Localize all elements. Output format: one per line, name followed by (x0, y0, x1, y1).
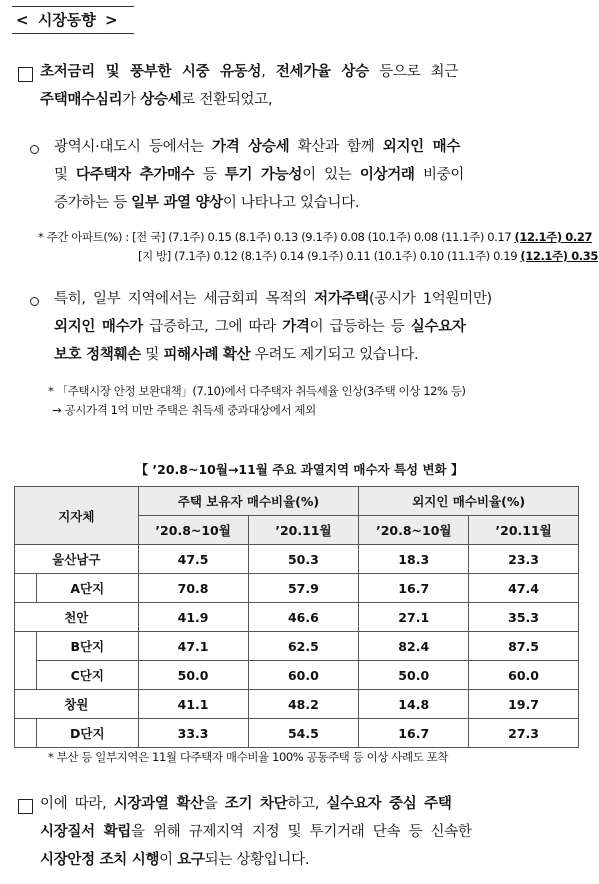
emphasis-text: 일부 과열 양상 (131, 195, 223, 211)
table-cell: 62.5 (248, 632, 359, 661)
indent-spacer (15, 719, 37, 748)
region-name: D단지 (36, 719, 138, 748)
table-cell: 50.0 (138, 661, 248, 690)
table-cell: 47.5 (138, 545, 248, 574)
table-row (15, 632, 579, 661)
weekly-row2-last: (12.1주) 0.35 (520, 249, 598, 263)
body-text: 가 (122, 92, 141, 108)
region-name: 천안 (15, 603, 139, 632)
heading-title: 시장동향 (37, 11, 96, 29)
table-cell: 60.0 (469, 661, 579, 690)
region-name: 울산남구 (15, 545, 139, 574)
weekly-row1-values: (7.1주) 0.15 (8.1주) 0.13 (9.1주) 0.08 (10.1주) 0.08 (11.1주) 0.17 (168, 230, 512, 244)
region-name: A단지 (36, 574, 138, 603)
emphasis-text: 시장과열 확산 (113, 796, 204, 812)
emphasis-text: 상승세 (140, 92, 182, 108)
region-name: B단지 (36, 632, 138, 661)
table-caption: 【 ’20.8~10월→11월 주요 과열지역 매수자 특성 변화 】 (135, 462, 464, 477)
emphasis-text: 초저금리 및 풍부한 시중 유동성 (40, 64, 262, 80)
indent-spacer (15, 574, 37, 603)
sub-header: ’20.11월 (469, 516, 579, 545)
paragraph-2 (54, 133, 592, 217)
table-cell: 35.3 (469, 603, 579, 632)
body-text: 광역시·대도시 등에서는 (54, 139, 212, 155)
table-cell: 23.3 (469, 545, 579, 574)
emphasis-text: 다주택자 추가매수 (76, 167, 195, 183)
emphasis-text: 조기 차단 (224, 796, 288, 812)
paragraph-3-line-1 (54, 285, 592, 313)
table-cell: 54.5 (248, 719, 359, 748)
table-row (15, 574, 579, 603)
body-text: (공시가 1억원미만) (369, 291, 492, 307)
tax-note-line-1: * 「주택시장 안정 보완대책」(7.10)에서 다주택자 취득세율 인상(3주택 이상 12% 등) (48, 384, 466, 398)
weekly-row2-name: [지 방] (138, 249, 171, 263)
table-cell: 41.9 (138, 603, 248, 632)
emphasis-text: 실수요자 (410, 319, 466, 335)
body-text: 비중이 (414, 167, 465, 183)
table-header-row-1 (15, 487, 579, 516)
paragraph-1-line-2 (40, 86, 590, 114)
paragraph-4-line-2 (40, 818, 590, 846)
paragraph-2-line-2 (54, 161, 592, 189)
table-cell: 60.0 (248, 661, 359, 690)
emphasis-text: 투기 가능성 (224, 167, 303, 183)
tax-policy-note (48, 382, 593, 420)
emphasis-text: 시장안정 조치 시행 (40, 852, 160, 868)
table-cell: 47.1 (138, 632, 248, 661)
body-text: 이에 따라, (40, 796, 114, 812)
weekly-row1-last: (12.1주) 0.27 (514, 230, 593, 244)
table-row (15, 603, 579, 632)
table-cell: 27.3 (469, 719, 579, 748)
table-cell: 19.7 (469, 690, 579, 719)
table-cell: 33.3 (138, 719, 248, 748)
section-heading (12, 6, 134, 34)
busan-note: * 부산 등 일부지역은 11월 다주택자 매수비율 100% 공동주택 등 이상 사례도 포착 (48, 750, 449, 764)
emphasis-text: 가격 (282, 319, 310, 335)
emphasis-text: 이상거래 (359, 167, 415, 183)
table-cell: 16.7 (359, 574, 469, 603)
square-bullet-icon (18, 67, 33, 82)
emphasis-text: 시장질서 확립 (40, 824, 131, 840)
table-cell: 41.1 (138, 690, 248, 719)
weekly-row-regional (38, 247, 598, 266)
emphasis-text: 요구 (177, 852, 205, 868)
emphasis-text: 주택매수심리 (40, 92, 123, 108)
table-row (15, 690, 579, 719)
body-text: 되는 상황입니다. (204, 852, 310, 868)
paragraph-4 (40, 790, 590, 874)
body-text: 특히, 일부 지역에서는 세금회피 목적의 (54, 291, 315, 307)
circle-bullet-icon (30, 297, 39, 306)
body-text: 확산과 함께 (289, 139, 383, 155)
paragraph-2-line-3 (54, 189, 592, 217)
table-cell: 18.3 (359, 545, 469, 574)
square-bullet-icon (18, 799, 33, 814)
body-text: 이 급등하는 등 (309, 319, 411, 335)
emphasis-text: 피해사례 확산 (163, 347, 251, 363)
paragraph-3 (54, 285, 592, 369)
body-text: 등으로 최근 (368, 64, 458, 80)
weekly-row2-values: (7.1주) 0.12 (8.1주) 0.14 (9.1주) 0.11 (10.1주) 0.10 (11.1주) 0.19 (174, 249, 518, 263)
emphasis-text: 보호 정책훼손 (54, 347, 141, 363)
table-cell: 50.0 (359, 661, 469, 690)
table-cell: 87.5 (469, 632, 579, 661)
sub-header: ’20.11월 (248, 516, 359, 545)
body-text: 및 (141, 347, 164, 363)
table-cell: 57.9 (248, 574, 359, 603)
table-row (15, 719, 579, 748)
body-text: 을 (203, 796, 225, 812)
emphasis-text: 외지인 매수가 (54, 319, 143, 335)
paragraph-4-line-1 (40, 790, 590, 818)
indent-spacer (15, 632, 37, 690)
table-cell: 70.8 (138, 574, 248, 603)
body-text: 급증하고, 그에 따라 (143, 319, 283, 335)
body-text: , (261, 64, 276, 80)
col-group-outsider-ratio: 외지인 매수비율(%) (359, 487, 579, 516)
body-text: 등 (194, 167, 225, 183)
sub-header: ’20.8~10월 (138, 516, 248, 545)
emphasis-text: 전세가율 상승 (275, 64, 369, 80)
table-row (15, 545, 579, 574)
emphasis-text: 저가주택 (314, 291, 369, 307)
paragraph-2-line-1 (54, 133, 592, 161)
weekly-apartment-note (38, 228, 598, 266)
col-group-owner-ratio: 주택 보유자 매수비율(%) (138, 487, 359, 516)
emphasis-text: 외지인 매수 (382, 139, 461, 155)
paragraph-1 (40, 58, 590, 114)
emphasis-text: 가격 상승세 (212, 139, 290, 155)
body-text: 이 나타나고 있습니다. (222, 195, 360, 211)
paragraph-3-line-2 (54, 313, 592, 341)
heading-bracket-open: < (16, 11, 29, 29)
table-cell: 16.7 (359, 719, 469, 748)
table-cell: 82.4 (359, 632, 469, 661)
emphasis-text: 실수요자 중심 주택 (326, 796, 452, 812)
paragraph-4-line-3 (40, 846, 590, 874)
region-name: 창원 (15, 690, 139, 719)
body-text: 이 (159, 852, 178, 868)
weekly-row1-name: [전 국] (132, 230, 165, 244)
body-text: 하고, (287, 796, 327, 812)
weekly-label: * 주간 아파트(%) : (38, 230, 133, 244)
region-name: C단지 (36, 661, 138, 690)
body-text: 우려도 제기되고 있습니다. (250, 347, 419, 363)
table-cell: 47.4 (469, 574, 579, 603)
table-cell: 46.6 (248, 603, 359, 632)
heading-bracket-close: > (105, 11, 118, 29)
body-text: 이 있는 (302, 167, 360, 183)
circle-bullet-icon (30, 145, 39, 154)
table-cell: 48.2 (248, 690, 359, 719)
buyer-characteristics-table (14, 486, 579, 748)
table-cell: 50.3 (248, 545, 359, 574)
table-row (15, 661, 579, 690)
body-text: 증가하는 등 (54, 195, 132, 211)
body-text: 및 (54, 167, 77, 183)
paragraph-3-line-3 (54, 341, 592, 369)
body-text: 을 위해 규제지역 지정 및 투기거래 단속 등 신속한 (131, 824, 472, 840)
body-text: 로 전환되었고, (181, 92, 273, 108)
table-cell: 14.8 (359, 690, 469, 719)
sub-header: ’20.8~10월 (359, 516, 469, 545)
weekly-row-national (38, 228, 598, 247)
paragraph-1-line-1 (40, 58, 590, 86)
tax-note-line-2: → 공시가격 1억 미만 주택은 취득세 중과대상에서 제외 (52, 403, 316, 417)
table-cell: 27.1 (359, 603, 469, 632)
col-header-region: 지자체 (15, 487, 139, 545)
